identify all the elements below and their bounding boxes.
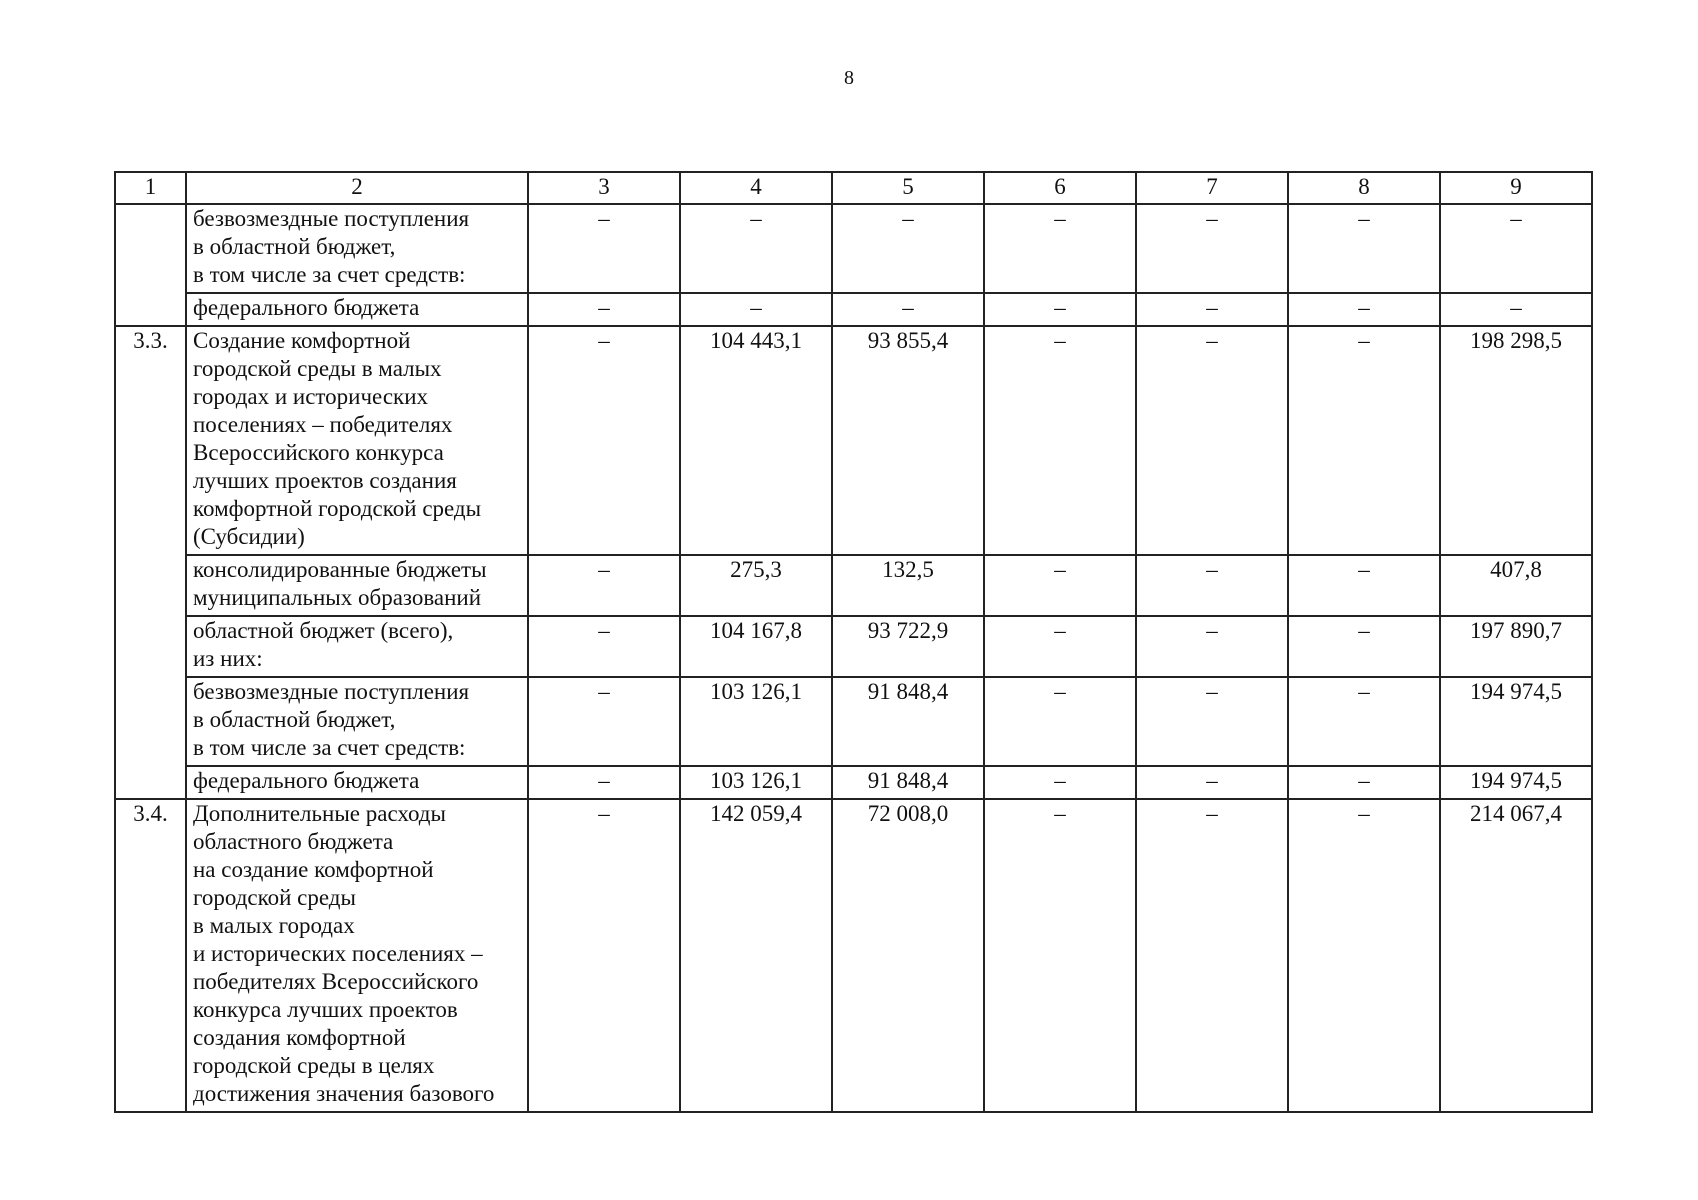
row-name-line: городах и исторических xyxy=(193,384,429,409)
row-name-line: федерального бюджета xyxy=(193,295,420,320)
value-cell: – xyxy=(984,293,1136,326)
value-cell: 214 067,4 xyxy=(1440,799,1592,1112)
value-cell: 91 848,4 xyxy=(832,766,984,799)
value-cell: 103 126,1 xyxy=(680,766,832,799)
row-name-line: в областной бюджет, xyxy=(193,234,396,259)
value-cell: – xyxy=(1440,204,1592,293)
value-cell: 103 126,1 xyxy=(680,677,832,766)
row-name-line: городской среды в целях xyxy=(193,1053,435,1078)
column-header: 1 xyxy=(115,172,186,204)
value-cell: 194 974,5 xyxy=(1440,677,1592,766)
row-name-cell xyxy=(186,555,528,616)
value-cell: – xyxy=(1136,326,1288,555)
value-cell: – xyxy=(832,293,984,326)
row-name-line: безвозмездные поступления xyxy=(193,679,470,704)
row-name-line: консолидированные бюджеты xyxy=(193,557,487,582)
value-cell: – xyxy=(1440,293,1592,326)
table-row xyxy=(115,616,1592,677)
value-cell: – xyxy=(528,293,680,326)
row-number-cell: 3.4. xyxy=(115,799,186,1112)
value-cell: – xyxy=(680,204,832,293)
column-header: 5 xyxy=(832,172,984,204)
table-row xyxy=(115,326,1592,555)
value-cell: 407,8 xyxy=(1440,555,1592,616)
row-name-line: областного бюджета xyxy=(193,829,394,854)
column-header: 6 xyxy=(984,172,1136,204)
value-cell: – xyxy=(1288,204,1440,293)
value-cell: – xyxy=(984,555,1136,616)
row-name-line: создания комфортной xyxy=(193,1025,406,1050)
row-name-line: Создание комфортной xyxy=(193,328,411,353)
table-header-row xyxy=(115,172,1592,204)
value-cell: – xyxy=(528,677,680,766)
value-cell: 194 974,5 xyxy=(1440,766,1592,799)
value-cell: – xyxy=(680,293,832,326)
row-name-line: Дополнительные расходы xyxy=(193,801,446,826)
budget-table xyxy=(114,171,1593,1113)
column-header: 9 xyxy=(1440,172,1592,204)
value-cell: 142 059,4 xyxy=(680,799,832,1112)
row-number-cell: 3.3. xyxy=(115,326,186,799)
row-name-line: лучших проектов создания xyxy=(193,468,457,493)
row-name-cell xyxy=(186,616,528,677)
value-cell: 275,3 xyxy=(680,555,832,616)
value-cell: – xyxy=(1136,799,1288,1112)
row-name-cell xyxy=(186,677,528,766)
value-cell: – xyxy=(528,204,680,293)
row-name-line: достижения значения базового xyxy=(193,1081,495,1106)
column-header: 4 xyxy=(680,172,832,204)
value-cell: – xyxy=(984,677,1136,766)
value-cell: – xyxy=(984,204,1136,293)
value-cell: – xyxy=(1136,616,1288,677)
value-cell: – xyxy=(984,766,1136,799)
value-cell: – xyxy=(1288,616,1440,677)
value-cell: 93 855,4 xyxy=(832,326,984,555)
value-cell: 72 008,0 xyxy=(832,799,984,1112)
value-cell: – xyxy=(1136,293,1288,326)
row-name-line: поселениях – победителях xyxy=(193,412,453,437)
row-name-line: в областной бюджет, xyxy=(193,707,396,732)
value-cell: – xyxy=(528,555,680,616)
row-name-line: (Субсидии) xyxy=(193,524,305,549)
row-name-cell xyxy=(186,766,528,799)
row-name-line: муниципальных образований xyxy=(193,585,482,610)
row-name-line: в том числе за счет средств: xyxy=(193,735,466,760)
row-name-cell xyxy=(186,293,528,326)
value-cell: – xyxy=(1288,677,1440,766)
row-name-line: на создание комфортной xyxy=(193,857,434,882)
column-header: 7 xyxy=(1136,172,1288,204)
value-cell: – xyxy=(832,204,984,293)
value-cell: 91 848,4 xyxy=(832,677,984,766)
value-cell: 93 722,9 xyxy=(832,616,984,677)
row-name-line: победителях Всероссийского xyxy=(193,969,479,994)
value-cell: – xyxy=(528,799,680,1112)
value-cell: 198 298,5 xyxy=(1440,326,1592,555)
value-cell: – xyxy=(984,799,1136,1112)
value-cell: – xyxy=(528,326,680,555)
value-cell: – xyxy=(1288,326,1440,555)
table-row xyxy=(115,677,1592,766)
value-cell: 104 167,8 xyxy=(680,616,832,677)
column-header: 8 xyxy=(1288,172,1440,204)
row-name-line: в малых городах xyxy=(193,913,355,938)
table-row xyxy=(115,555,1592,616)
value-cell: – xyxy=(1288,766,1440,799)
value-cell: – xyxy=(1136,555,1288,616)
value-cell: – xyxy=(984,616,1136,677)
column-header: 3 xyxy=(528,172,680,204)
row-name-cell xyxy=(186,799,528,1112)
table-row xyxy=(115,204,1592,293)
row-name-line: конкурса лучших проектов xyxy=(193,997,458,1022)
row-name-line: безвозмездные поступления xyxy=(193,206,470,231)
value-cell: – xyxy=(1288,799,1440,1112)
table-row xyxy=(115,799,1592,1112)
value-cell: 104 443,1 xyxy=(680,326,832,555)
value-cell: – xyxy=(528,766,680,799)
row-name-line: федерального бюджета xyxy=(193,768,420,793)
value-cell: 197 890,7 xyxy=(1440,616,1592,677)
table-row xyxy=(115,293,1592,326)
row-name-line: городской среды в малых xyxy=(193,356,442,381)
row-name-line: комфортной городской среды xyxy=(193,496,482,521)
value-cell: – xyxy=(528,616,680,677)
row-name-cell xyxy=(186,204,528,293)
row-name-line: в том числе за счет средств: xyxy=(193,262,466,287)
value-cell: 132,5 xyxy=(832,555,984,616)
value-cell: – xyxy=(1136,677,1288,766)
value-cell: – xyxy=(1288,293,1440,326)
row-name-line: областной бюджет (всего), xyxy=(193,618,454,643)
row-name-cell xyxy=(186,326,528,555)
row-name-line: городской среды xyxy=(193,885,356,910)
row-name-line: и исторических поселениях – xyxy=(193,941,483,966)
row-number-cell xyxy=(115,204,186,326)
row-name-line: из них: xyxy=(193,646,263,671)
table-row xyxy=(115,766,1592,799)
value-cell: – xyxy=(984,326,1136,555)
column-header: 2 xyxy=(186,172,528,204)
row-name-line: Всероссийского конкурса xyxy=(193,440,444,465)
page-number: 8 xyxy=(844,67,854,89)
value-cell: – xyxy=(1136,204,1288,293)
value-cell: – xyxy=(1136,766,1288,799)
value-cell: – xyxy=(1288,555,1440,616)
